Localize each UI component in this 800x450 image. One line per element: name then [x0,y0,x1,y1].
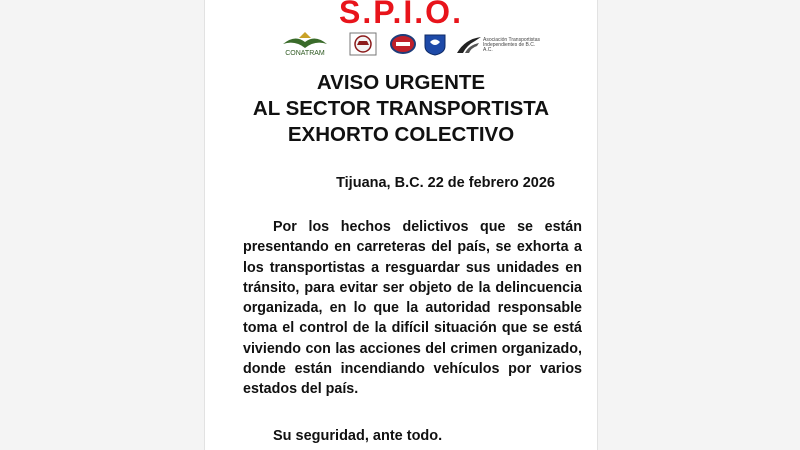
dateline: Tijuana, B.C. 22 de febrero 2026 [336,175,555,191]
logo-strip [205,32,597,58]
right-margin [598,0,800,450]
red-emblem-icon [389,33,417,55]
closing-line: Su seguridad, ante todo. [273,428,443,444]
conatram-logo-icon [277,32,333,56]
conatram-logo-text: CONATRAM [285,50,325,56]
title-line-1: AVISO URGENTE [316,71,486,94]
association-seal-icon [349,32,377,56]
blue-shield-icon [423,32,447,56]
brand-title: S.P.I.O. [339,0,463,30]
body-paragraph: Por los hechos delictivos que se están presentando en carreteras del país, se exhorta a los transportistas a resguardar sus unidades en tránsito, para evitar ser objeto de la delincuencia organizada, en lo que la autoridad responsable toma el control de la difícil situación que se está viviendo con las acciones del crimen organizado, donde están incendiando vehículos por varios estados del país. [243,219,582,398]
left-margin [0,0,204,450]
association-caption: Asociación Transportistas Independientes de B.C. A.C. [483,37,540,53]
document-page [204,0,598,450]
road-arrow-logo-icon [455,35,483,55]
notice-title [205,70,597,148]
title-line-2: AL SECTOR TRANSPORTISTA [252,97,550,120]
title-line-3: EXHORTO COLECTIVO [287,123,515,146]
